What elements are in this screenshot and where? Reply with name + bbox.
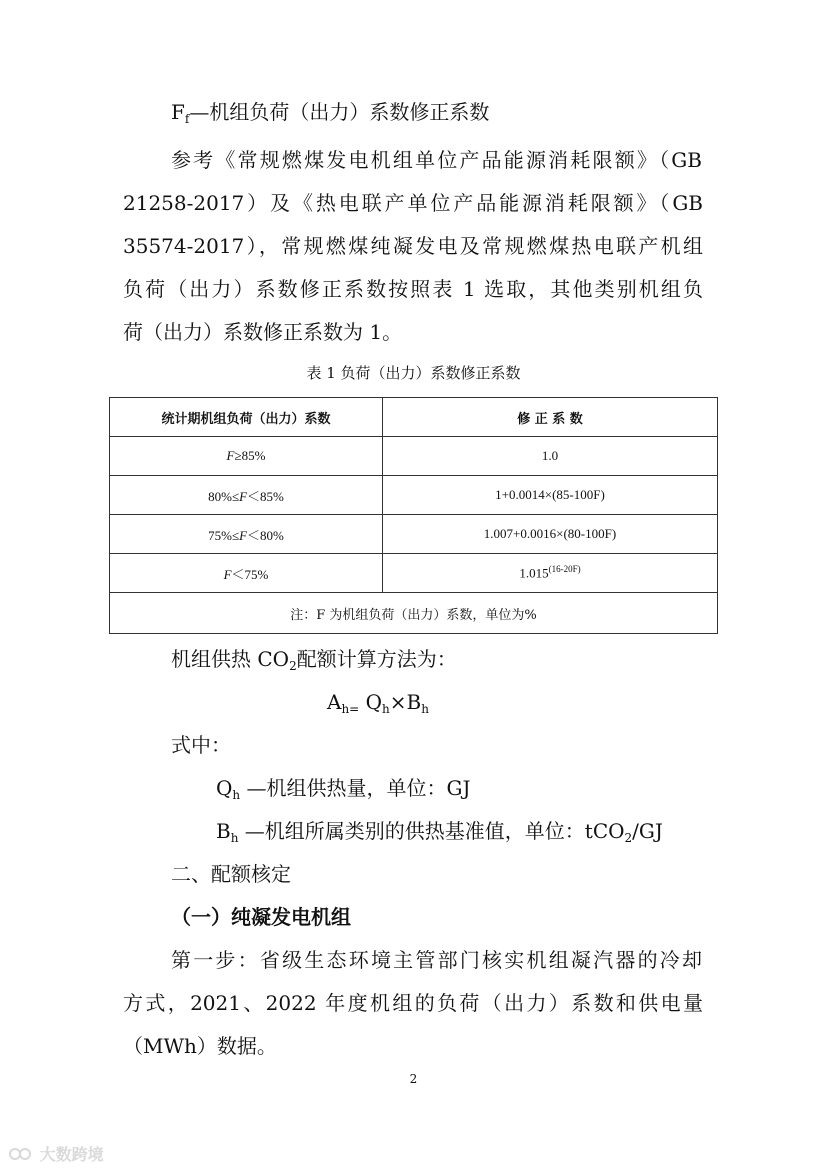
condition-variable: F [239,527,248,543]
coefficient-cell [383,437,718,476]
coefficient-value: 1.015 [519,565,549,581]
coefficient-exponent: (16-20F) [548,564,581,575]
condition-cell [110,437,383,476]
table-note-row [110,593,718,634]
condition-prefix: 75%≤ [208,527,240,543]
coefficient-cell [383,515,718,554]
watermark-text: 大数跨境 [39,1145,104,1164]
condition-variable: F [223,566,232,582]
where-label: 式中： [171,733,231,757]
ff-symbol: F [171,100,185,124]
qh-symbol: Q [216,776,233,800]
step1-line-1: 第一步：省级生态环境主管部门核实机组凝汽器的冷却 [171,948,702,972]
ff-definition [171,98,489,133]
formula-times-b: ×B [389,690,422,714]
coefficient-value: 1.0 [541,448,559,463]
table-note: 注：F 为机组负荷（出力）系数，单位为% [110,593,718,634]
formula-q: Q [359,690,383,714]
condition-suffix: ＜85% [247,488,284,504]
bh-symbol: B [216,819,231,843]
step1-line-3: （MWh）数据。 [123,1034,277,1058]
header-load-factor: 统计期机组负荷（出力）系数 [110,398,383,437]
coefficient-value: 1+0.0014×(85-100F) [495,487,605,502]
para1-line-3: 35574-2017），常规燃煤纯凝发电及常规燃煤热电联产机组 [123,234,703,258]
table-row [110,515,718,554]
qh-definition [216,774,471,809]
table-row [110,476,718,515]
coefficient-cell [383,476,718,515]
table-row [110,554,718,593]
para1-line-5: 荷（出力）系数修正系数为 1。 [123,320,403,344]
formula-q-subscript: h [382,702,390,716]
coefficient-cell [383,554,718,593]
header-coefficient: 修 正 系 数 [383,398,718,437]
condition-suffix: ＜80% [247,527,284,543]
page-number: 2 [409,1072,418,1086]
bh-unit-subscript: 2 [624,831,633,845]
ff-description: —机组负荷（出力）系数修正系数 [189,100,490,124]
section-heading: 二、配额核定 [171,862,291,886]
para1-line-1: 参考《常规燃煤发电机组单位产品能源消耗限额》（GB [171,148,702,172]
table-caption: 表 1 负荷（出力）系数修正系数 [306,364,521,382]
condition-cell [110,476,383,515]
condition-suffix: ≥85% [234,448,266,463]
heat-intro-subscript: 2 [289,659,297,673]
bh-description: —机组所属类别的供热基准值，单位：tCO [238,819,625,843]
qh-subscript: h [232,788,241,802]
bh-subscript: h [230,831,239,845]
table-header-row [110,398,718,437]
watermark [8,1142,104,1165]
qh-description: —机组供热量，单位：GJ [240,776,471,800]
coefficient-table [109,397,718,634]
condition-cell [110,554,383,593]
subsection-heading: （一）纯凝发电机组 [171,905,351,929]
heat-intro-text: 机组供热 CO [171,647,290,671]
watermark-logo-icon [8,1145,34,1163]
condition-variable: F [239,488,248,504]
condition-prefix: 80%≤ [208,488,240,504]
formula-b-subscript: h [421,702,429,716]
coefficient-value: 1.007+0.0016×(80-100F) [483,526,617,541]
para1-line-2: 21258-2017）及《热电联产单位产品能源消耗限额》（GB [123,191,703,215]
condition-variable: F [226,448,235,463]
formula-a-subscript: h= [341,702,360,716]
formula-a: A [327,690,342,714]
heat-formula [327,688,429,723]
bh-definition [216,817,663,852]
heat-intro [171,645,457,680]
ff-subscript: f [184,112,190,126]
condition-cell [110,515,383,554]
step1-line-2: 方式，2021、2022 年度机组的负荷（出力）系数和供电量 [123,991,703,1015]
heat-intro-suffix: 配额计算方法为： [296,647,457,671]
condition-suffix: ＜75% [231,566,269,582]
para1-line-4: 负荷（出力）系数修正系数按照表 1 选取，其他类别机组负 [123,277,703,301]
bh-unit-suffix: /GJ [632,819,663,843]
table-row [110,437,718,476]
